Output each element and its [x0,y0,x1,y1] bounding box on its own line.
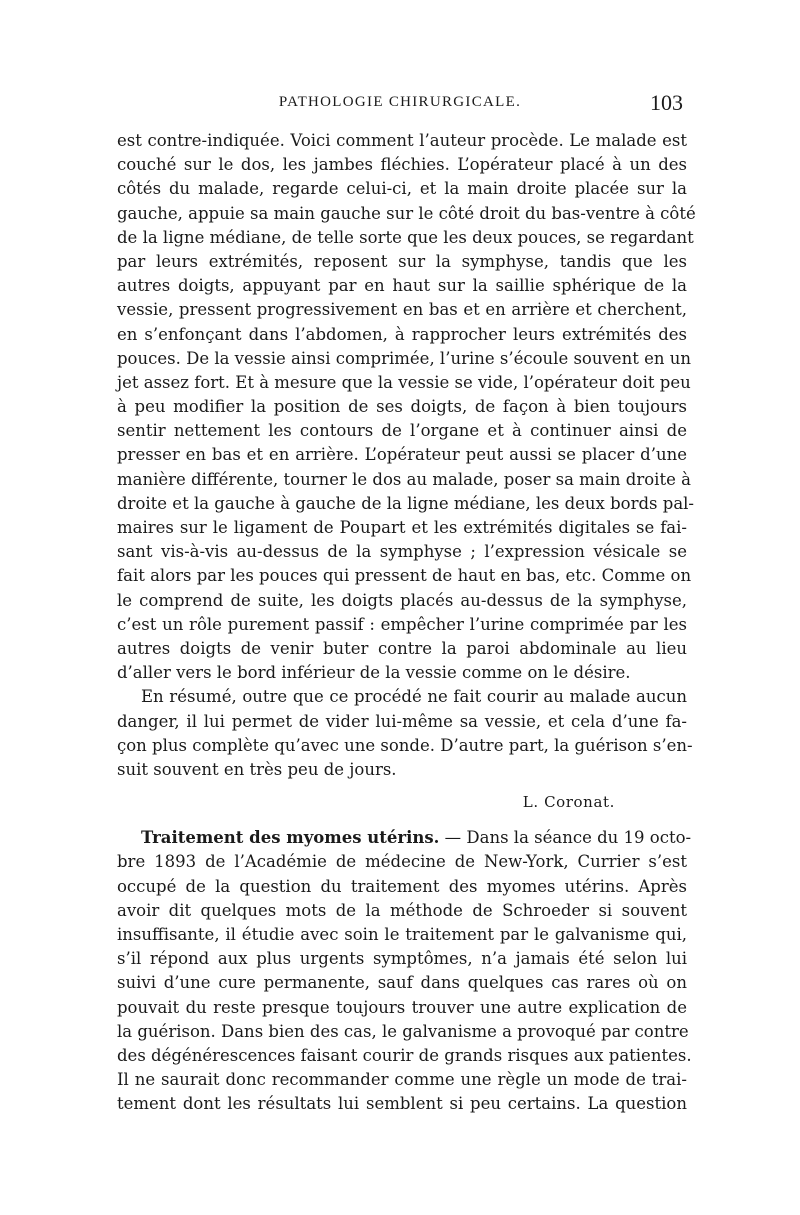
text-line: suit souvent en très peu de jours. [117,759,397,779]
text-line: à peu modifier la position de ses doigts, de façon à bien toujours [117,397,687,417]
text-line: occupé de la question du traitement des myomes utérins. Après [117,876,687,896]
text-line: côtés du malade, regarde celui-ci, et la main droite placée sur la [117,179,687,199]
paragraph-1 [117,129,696,685]
text-line: d’aller vers le bord inférieur de la vessie comme on le désire. [117,663,631,683]
section-myomes [117,826,692,1116]
text-line: pouvait du reste presque toujours trouver une autre explication de [117,997,687,1017]
running-head: PATHOLOGIE CHIRURGICALE. [278,94,522,110]
text-line: des dégénérescences faisant courir de grands risques aux patientes. [117,1045,692,1065]
text-line: sant vis-à-vis au-dessus de la symphyse ; l’expression vésicale se [117,542,687,562]
text-line: autres doigts, appuyant par en haut sur la saillie sphérique de la [117,276,687,296]
text-line: de la ligne médiane, de telle sorte que les deux pouces, se regardant [117,227,694,247]
text-line: par leurs extrémités, reposent sur la symphyse, tandis que les [117,251,687,271]
author-signature: L. Coronat. [522,793,615,812]
text-line: insuffisante, il étudie avec soin le traitement par le galvanisme qui, [117,925,687,944]
text-line: couché sur le dos, les jambes fléchies. L’opérateur placé à un des [117,155,687,175]
section-first-line [117,826,692,850]
text-line: vessie, pressent progressivement en bas et en arrière et cherchent, [117,300,687,320]
text-line: le comprend de suite, les doigts placés au-dessus de la symphyse, [117,590,687,610]
text-line: la guérison. Dans bien des cas, le galvanisme a provoqué par contre [117,1021,689,1041]
text-line: gauche, appuie sa main gauche sur le côté droit du bas-ventre à côté [117,203,696,223]
text-line: avoir dit quelques mots de la méthode de Schroeder si souvent [117,900,687,920]
text-line: en s’enfonçant dans l’abdomen, à rapprocher leurs extrémités des [117,324,687,344]
page-body [117,129,696,1117]
text-fragment: — Dans la séance du 19 octo- [439,828,692,848]
text-line: jet assez fort. Et à mesure que la vessie se vide, l’opérateur doit peu [117,372,691,392]
section-title: Traitement des myomes utérins. [141,828,440,848]
text-line: c’est un rôle purement passif : empêcher l’urine comprimée par les [117,614,687,634]
text-line: Il ne saurait donc recommander comme une règle un mode de trai- [117,1070,687,1090]
page-number: 103 [650,90,683,115]
text-line: çon plus complète qu’avec une sonde. D’autre part, la guérison s’en- [117,735,693,755]
text-line: presser en bas et en arrière. L’opérateur peut aussi se placer d’une [117,445,687,465]
text-line: pouces. De la vessie ainsi comprimée, l’urine s’écoule souvent en un [117,348,691,368]
text-line: manière différente, tourner le dos au malade, poser sa main droite à [117,469,691,489]
text-line: bre 1893 de l’Académie de médecine de New-York, Currier s’est [117,852,687,872]
text-line: sentir nettement les contours de l’organe et à continuer ainsi de [117,421,687,441]
text-line: danger, il lui permet de vider lui-même sa vessie, et cela d’une fa- [117,711,687,731]
paragraph-2 [117,685,693,782]
text-line: s’il répond aux plus urgents symptômes, n’a jamais été selon lui [117,949,687,969]
text-line: maires sur le ligament de Poupart et les extrémités digitales se fai- [117,518,687,537]
text-line: autres doigts de venir buter contre la paroi abdominale au lieu [117,638,687,658]
text-line: est contre-indiquée. Voici comment l’auteur procède. Le malade est [117,131,687,150]
page-header [117,90,683,118]
text-line: suivi d’une cure permanente, sauf dans quelques cas rares où on [117,973,687,993]
text-line: tement dont les résultats lui semblent si peu certains. La question [117,1094,687,1114]
text-line: En résumé, outre que ce procédé ne fait courir au malade aucun [141,687,687,707]
text-line: fait alors par les pouces qui pressent de haut en bas, etc. Comme on [117,566,692,586]
text-line: droite et la gauche à gauche de la ligne médiane, les deux bords pal- [117,493,695,513]
